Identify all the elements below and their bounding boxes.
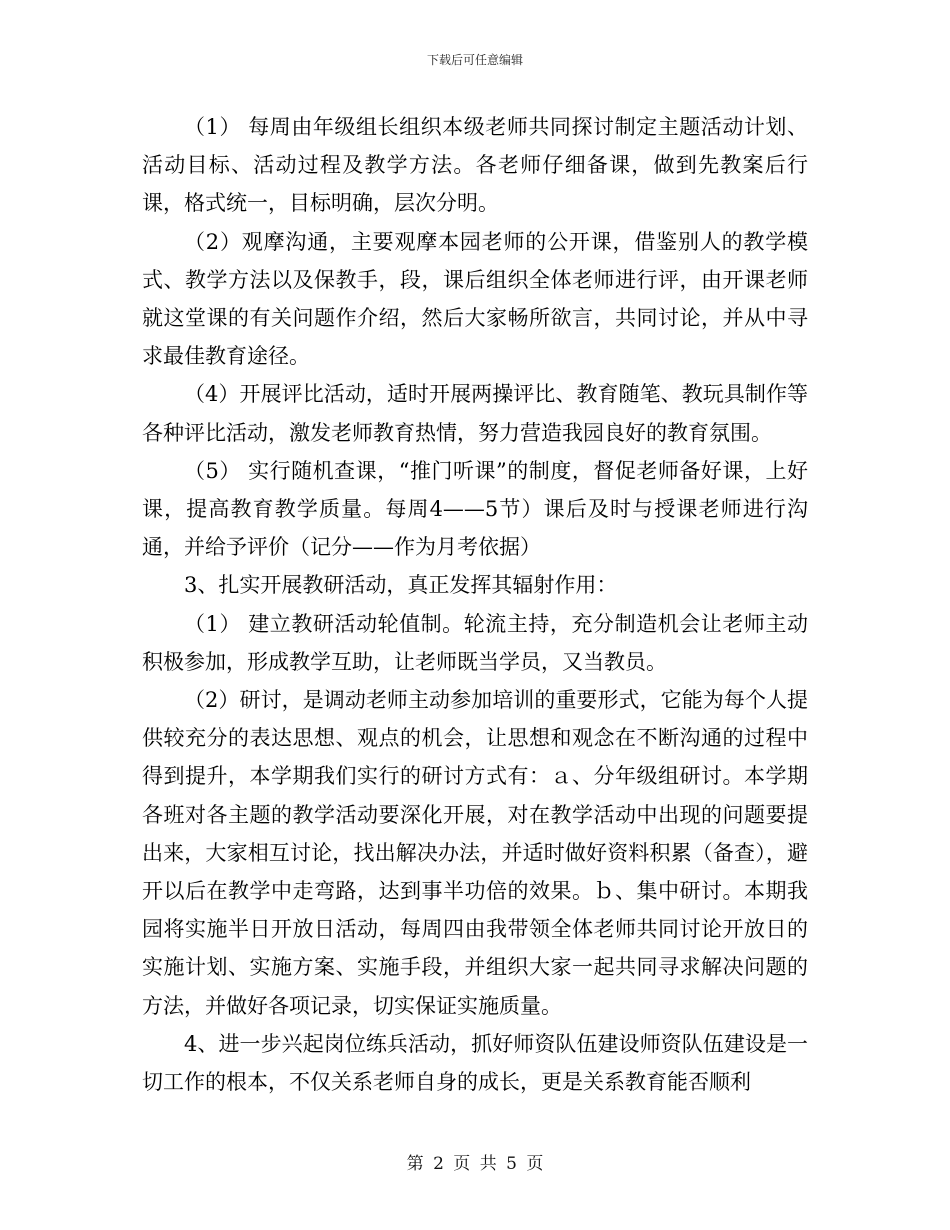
paragraph-weekly-planning: （1） 每周由年级组长组织本级老师共同探讨制定主题活动计划、活动目标、活动过程及教学方法。各老师仔细备课，做到先教案后行课，格式统一，目标明确，层次分明。: [142, 115, 808, 216]
paragraph-evaluation-activities: （4）开展评比活动，适时开展两操评比、教育随笔、教玩具制作等各种评比活动，激发老师教育热情，努力营造我园良好的教育氛围。: [142, 382, 808, 445]
page-number-footer: 第 2 页 共 5 页: [406, 1154, 544, 1174]
paragraph-seminar-methods: （2）研讨，是调动老师主动参加培训的重要形式，它能为每个人提供较充分的表达思想、观点的机会，让思想和观念在不断沟通的过程中得到提升，本学期我们实行的研讨方式有：ａ、分年级组研讨。本学期各班对各主题的教学活动要深化开展，对在教学活动中出现的问题要提出来，大家相互讨论，找出解决办法，并适时做好资料积累（备查），避开以后在教学中走弯路，达到事半功倍的效果。ｂ、集中研讨。本期我园将实施半日开放日活动，每周四由我带领全体老师共同讨论开放日的实施计划、实施方案、实施手段，并组织大家一起共同寻求解决问题的方法，并做好各项记录，切实保证实施质量。: [142, 688, 808, 1018]
page-header: 下载后可任意编辑: [426, 53, 523, 67]
section-heading-research-activities: 3、扎实开展教研活动，真正发挥其辐射作用：: [184, 573, 618, 598]
paragraph-observation-exchange: （2）观摩沟通，主要观摩本园老师的公开课，借鉴别人的教学模式、教学方法以及保教手，段，课后组织全体老师进行评，由开课老师就这堂课的有关问题作介绍，然后大家畅所欲言，共同讨论，并从中寻求最佳教育途径。: [142, 229, 808, 369]
paragraph-random-inspection: （5） 实行随机查课，“推门听课”的制度，督促老师备好课，上好课，提高教育教学质量。每周4——5节）课后及时与授课老师进行沟通，并给予评价（记分——作为月考依据）: [142, 458, 808, 560]
paragraph-staff-training: 4、进一步兴起岗位练兵活动，抓好师资队伍建设师资队伍建设是一切工作的根本，不仅关系老师自身的成长，更是关系教育能否顺利: [142, 1031, 808, 1095]
document-body: [142, 108, 808, 1101]
paragraph-rotation-system: （1） 建立教研活动轮值制。轮流主持，充分制造机会让老师主动积极参加，形成教学互助，让老师既当学员，又当教员。: [142, 611, 808, 674]
